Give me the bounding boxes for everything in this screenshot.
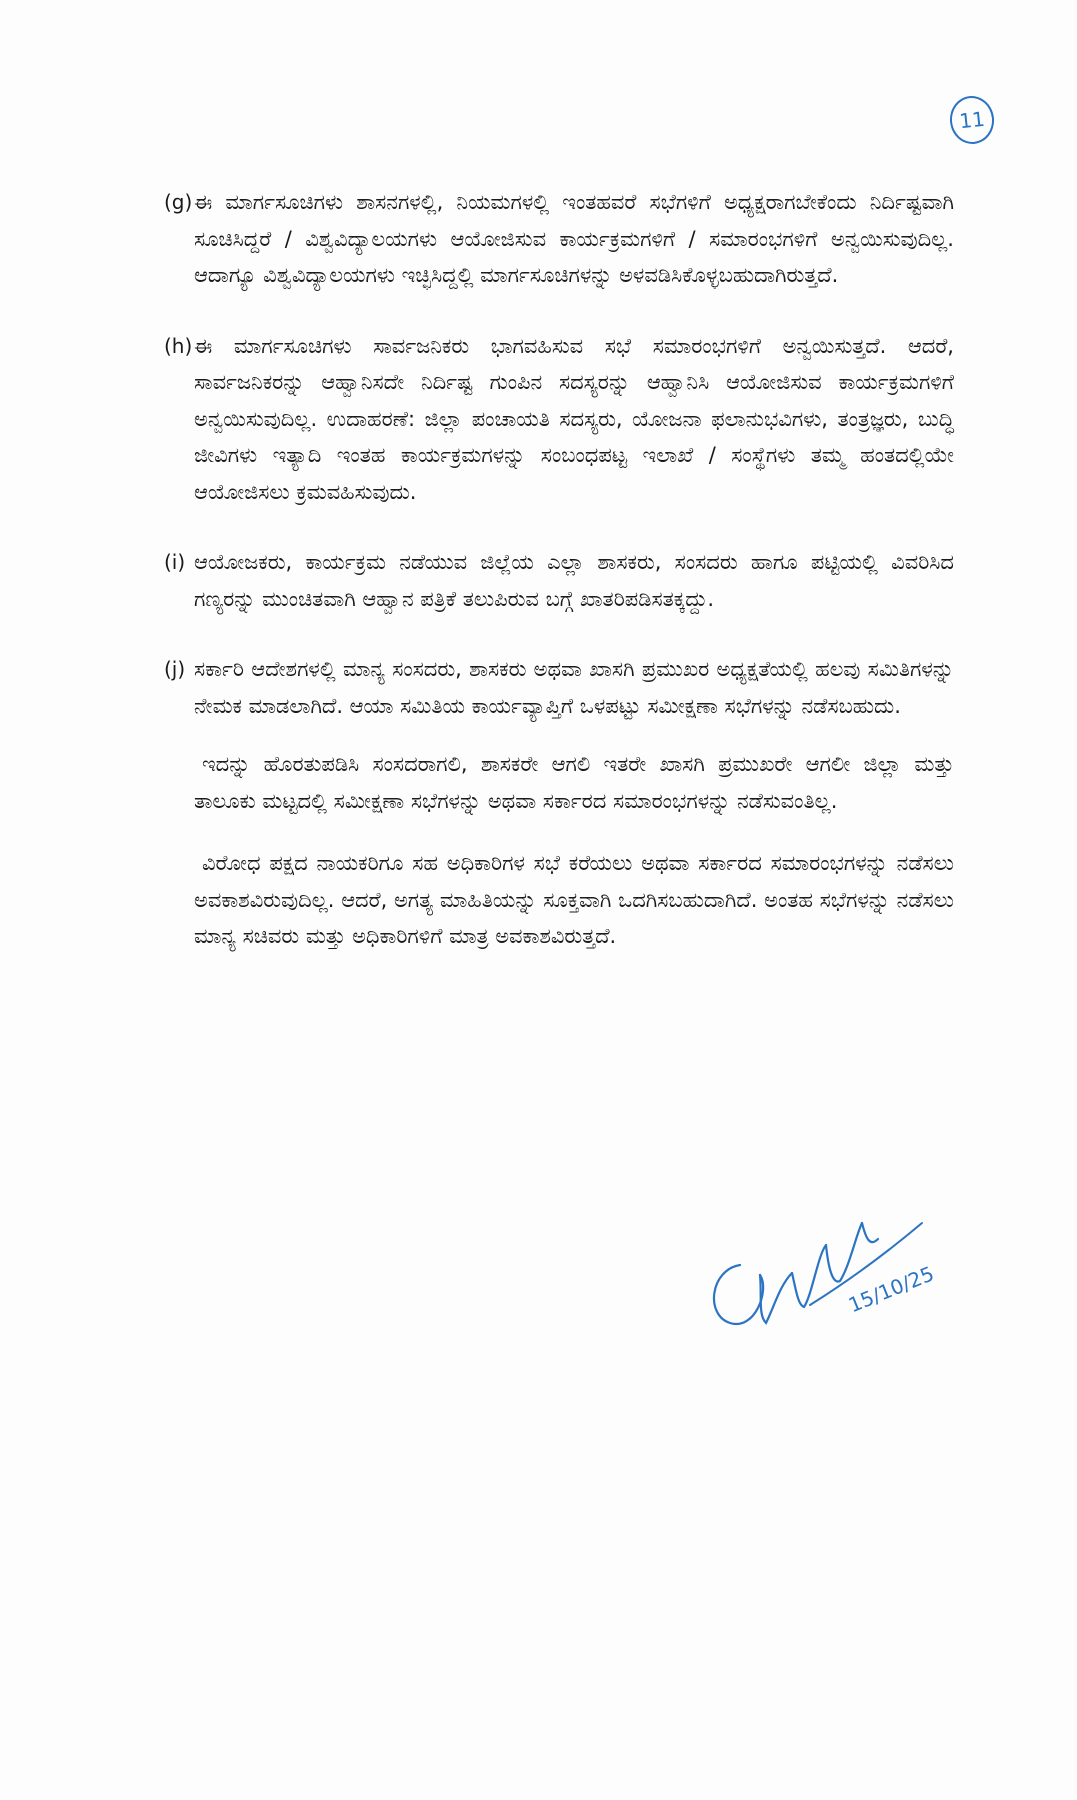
signature bbox=[700, 1195, 930, 1345]
clause-i bbox=[164, 544, 954, 617]
clause-text: ಈ ಮಾರ್ಗಸೂಚಿಗಳು ಶಾಸನಗಳಲ್ಲಿ, ನಿಯಮಗಳಲ್ಲಿ ಇಂತಹವರೆ ಸಭೆಗಳಿಗೆ ಅಧ್ಯಕ್ಷರಾಗಬೇಕೆಂದು ನಿರ್ದಿಷ್ಟವಾಗಿ ಸೂಚಿಸಿದ್ದರೆ / ವಿಶ್ವವಿದ್ಯಾಲಯಗಳು ಆಯೋಜಿಸುವ ಕಾರ್ಯಕ್ರಮಗಳಿಗೆ / ಸಮಾರಂಭಗಳಿಗೆ ಅನ್ವಯಿಸುವುದಿಲ್ಲ. ಆದಾಗ್ಯೂ ವಿಶ್ವವಿದ್ಯಾಲಯಗಳು ಇಚ್ಛಿಸಿದ್ದಲ್ಲಿ ಮಾರ್ಗಸೂಚಿಗಳನ್ನು ಅಳವಡಿಸಿಕೊಳ್ಳಬಹುದಾಗಿರುತ್ತದೆ. bbox=[194, 190, 954, 287]
clause-text: ಆಯೋಜಕರು, ಕಾರ್ಯಕ್ರಮ ನಡೆಯುವ ಜಿಲ್ಲೆಯ ಎಲ್ಲಾ ಶಾಸಕರು, ಸಂಸದರು ಹಾಗೂ ಪಟ್ಟಿಯಲ್ಲಿ ವಿವರಿಸಿದ ಗಣ್ಯರನ್ನು ಮುಂಚಿತವಾಗಿ ಆಹ್ವಾನ ಪತ್ರಿಕೆ ತಲುಪಿರುವ ಬಗ್ಗೆ ಖಾತರಿಪಡಿಸತಕ್ಕದ್ದು. bbox=[194, 550, 954, 611]
paragraph-text: ಇದನ್ನು ಹೊರತುಪಡಿಸಿ ಸಂಸದರಾಗಲಿ, ಶಾಸಕರೇ ಆಗಲಿ ಇತರೇ ಖಾಸಗಿ ಪ್ರಮುಖರೇ ಆಗಲೀ ಜಿಲ್ಲಾ ಮತ್ತು ತಾಲೂಕು ಮಟ್ಟದಲ್ಲಿ ಸಮೀಕ್ಷಣಾ ಸಭೆಗಳನ್ನು ಅಥವಾ ಸರ್ಕಾರದ ಸಮಾರಂಭಗಳನ್ನು ನಡೆಸುವಂತಿಲ್ಲ. bbox=[194, 752, 954, 813]
clause-label: (g) bbox=[164, 190, 193, 214]
paragraph-exception bbox=[164, 746, 954, 819]
clause-text: ಈ ಮಾರ್ಗಸೂಚಿಗಳು ಸಾರ್ವಜನಿಕರು ಭಾಗವಹಿಸುವ ಸಭೆ ಸಮಾರಂಭಗಳಿಗೆ ಅನ್ವಯಿಸುತ್ತದೆ. ಆದರೆ, ಸಾರ್ವಜನಿಕರನ್ನು ಆಹ್ವಾನಿಸದೇ ನಿರ್ದಿಷ್ಟ ಗುಂಪಿನ ಸದಸ್ಯರನ್ನು ಆಹ್ವಾನಿಸಿ ಆಯೋಜಿಸುವ ಕಾರ್ಯಕ್ರಮಗಳಿಗೆ ಅನ್ವಯಿಸುವುದಿಲ್ಲ. ಉದಾಹರಣೆ: ಜಿಲ್ಲಾ ಪಂಚಾಯತಿ ಸದಸ್ಯರು, ಯೋಜನಾ ಫಲಾನುಭವಿಗಳು, ತಂತ್ರಜ್ಞರು, ಬುದ್ಧಿ ಜೀವಿಗಳು ಇತ್ಯಾದಿ ಇಂತಹ ಕಾರ್ಯಕ್ರಮಗಳನ್ನು ಸಂಬಂಧಪಟ್ಟ ಇಲಾಖೆ / ಸಂಸ್ಥೆಗಳು ತಮ್ಮ ಹಂತದಲ್ಲಿಯೇ ಆಯೋಜಿಸಲು ಕ್ರಮವಹಿಸುವುದು. bbox=[194, 333, 954, 504]
clause-label: (h) bbox=[164, 333, 193, 358]
clause-label: (i) bbox=[164, 550, 186, 574]
document-body bbox=[164, 184, 954, 981]
clause-g bbox=[164, 184, 954, 294]
paragraph-text: ವಿರೋಧ ಪಕ್ಷದ ನಾಯಕರಿಗೂ ಸಹ ಅಧಿಕಾರಿಗಳ ಸಭೆ ಕರೆಯಲು ಅಥವಾ ಸರ್ಕಾರದ ಸಮಾರಂಭಗಳನ್ನು ನಡೆಸಲು ಅವಕಾಶವಿರುವುದಿಲ್ಲ. ಆದರೆ, ಅಗತ್ಯ ಮಾಹಿತಿಯನ್ನು ಸೂಕ್ತವಾಗಿ ಒದಗಿಸಬಹುದಾಗಿದೆ. ಅಂತಹ ಸಭೆಗಳನ್ನು ನಡೆಸಲು ಮಾನ್ಯ ಸಚಿವರು ಮತ್ತು ಅಧಿಕಾರಿಗಳಿಗೆ ಮಾತ್ರ ಅವಕಾಶವಿರುತ್ತದೆ. bbox=[194, 851, 954, 948]
paragraph-opposition bbox=[164, 845, 954, 955]
signature-date: 15/10/25 bbox=[845, 1261, 938, 1318]
clause-j bbox=[164, 651, 954, 724]
page-number: 11 bbox=[948, 94, 997, 146]
clause-text: ಸರ್ಕಾರಿ ಆದೇಶಗಳಲ್ಲಿ ಮಾನ್ಯ ಸಂಸದರು, ಶಾಸಕರು ಅಥವಾ ಖಾಸಗಿ ಪ್ರಮುಖರ ಅಧ್ಯಕ್ಷತೆಯಲ್ಲಿ ಹಲವು ಸಮಿತಿಗಳನ್ನು ನೇಮಕ ಮಾಡಲಾಗಿದೆ. ಆಯಾ ಸಮಿತಿಯ ಕಾರ್ಯವ್ಯಾಪ್ತಿಗೆ ಒಳಪಟ್ಟು ಸಮೀಕ್ಷಣಾ ಸಭೆಗಳನ್ನು ನಡೆಸಬಹುದು. bbox=[194, 657, 954, 718]
clause-label: (j) bbox=[164, 657, 186, 681]
clause-h bbox=[164, 328, 954, 511]
